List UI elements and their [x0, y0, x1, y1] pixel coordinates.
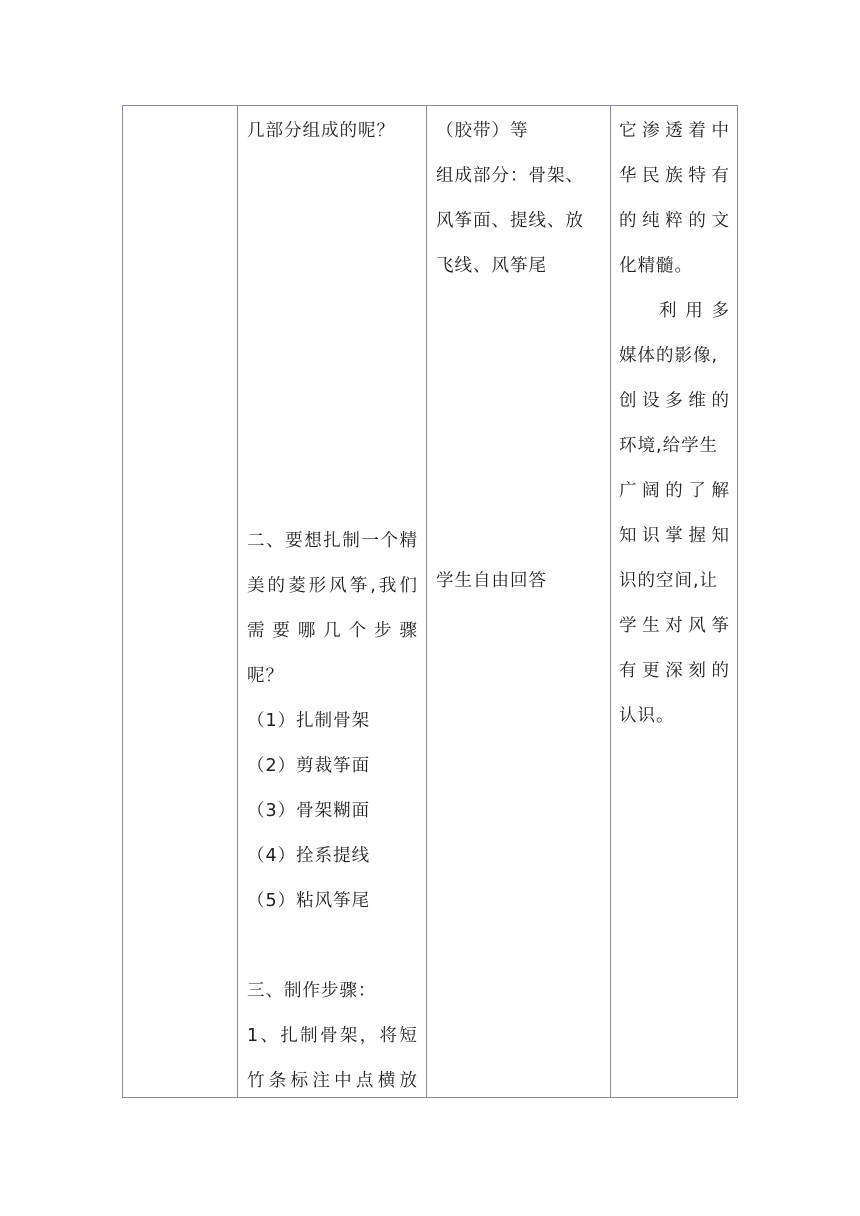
content-line: （4）拴系提线 [247, 846, 371, 866]
intent-line: 的 纯 粹 的 文 [619, 211, 729, 231]
content-line: 需 要 哪 几 个 步 骤 [247, 621, 417, 641]
content-line: （3）骨架糊面 [247, 801, 371, 821]
intent-line: 识的空间,让 [619, 571, 719, 591]
content-line: （1）扎制骨架 [247, 711, 371, 731]
intent-line: 它 渗 透 着 中 [619, 121, 729, 141]
intent-line: 化精髓。 [619, 256, 693, 276]
activity-line: 学生自由回答 [436, 571, 547, 591]
intent-line: 有 更 深 刻 的 [619, 661, 729, 681]
intent-line: 环境,给学生 [619, 436, 719, 456]
intent-line: 学 生 对 风 筝 [619, 616, 729, 636]
intent-line: 利 用 多 [659, 301, 729, 321]
intent-line: 认识。 [619, 706, 675, 726]
column-divider-1 [237, 106, 238, 1097]
intent-line: 创 设 多 维 的 [619, 391, 729, 411]
activity-line: 风筝面、提线、放 [436, 211, 584, 231]
activity-line: 组成部分：骨架、 [436, 166, 584, 186]
intent-line: 广 阔 的 了 解 [619, 481, 729, 501]
content-line: 1 、 扎 制 骨 架 ， 将 短 [247, 1026, 417, 1046]
content-line: （5）粘风筝尾 [247, 891, 371, 911]
lesson-plan-table [122, 105, 738, 1098]
column-divider-2 [426, 106, 427, 1097]
content-line: 几部分组成的呢？ [247, 121, 395, 141]
content-line: （2）剪裁筝面 [247, 756, 371, 776]
content-line: 美 的 菱 形 风 筝 , 我 们 [247, 576, 417, 596]
content-line: 三、制作步骤： [247, 981, 377, 1001]
content-line: 二 、 要 想 扎 制 一 个 精 [247, 531, 417, 551]
content-line: 竹 条 标 注 中 点 横 放 [247, 1071, 417, 1091]
content-line: 呢？ [247, 666, 284, 686]
intent-line: 知 识 掌 握 知 [619, 526, 729, 546]
column-divider-3 [610, 106, 611, 1097]
intent-line: 华 民 族 特 有 [619, 166, 729, 186]
intent-line: 媒体的影像, [619, 346, 719, 366]
activity-line: （胶带）等 [436, 121, 529, 141]
activity-line: 飞线、风筝尾 [436, 256, 547, 276]
